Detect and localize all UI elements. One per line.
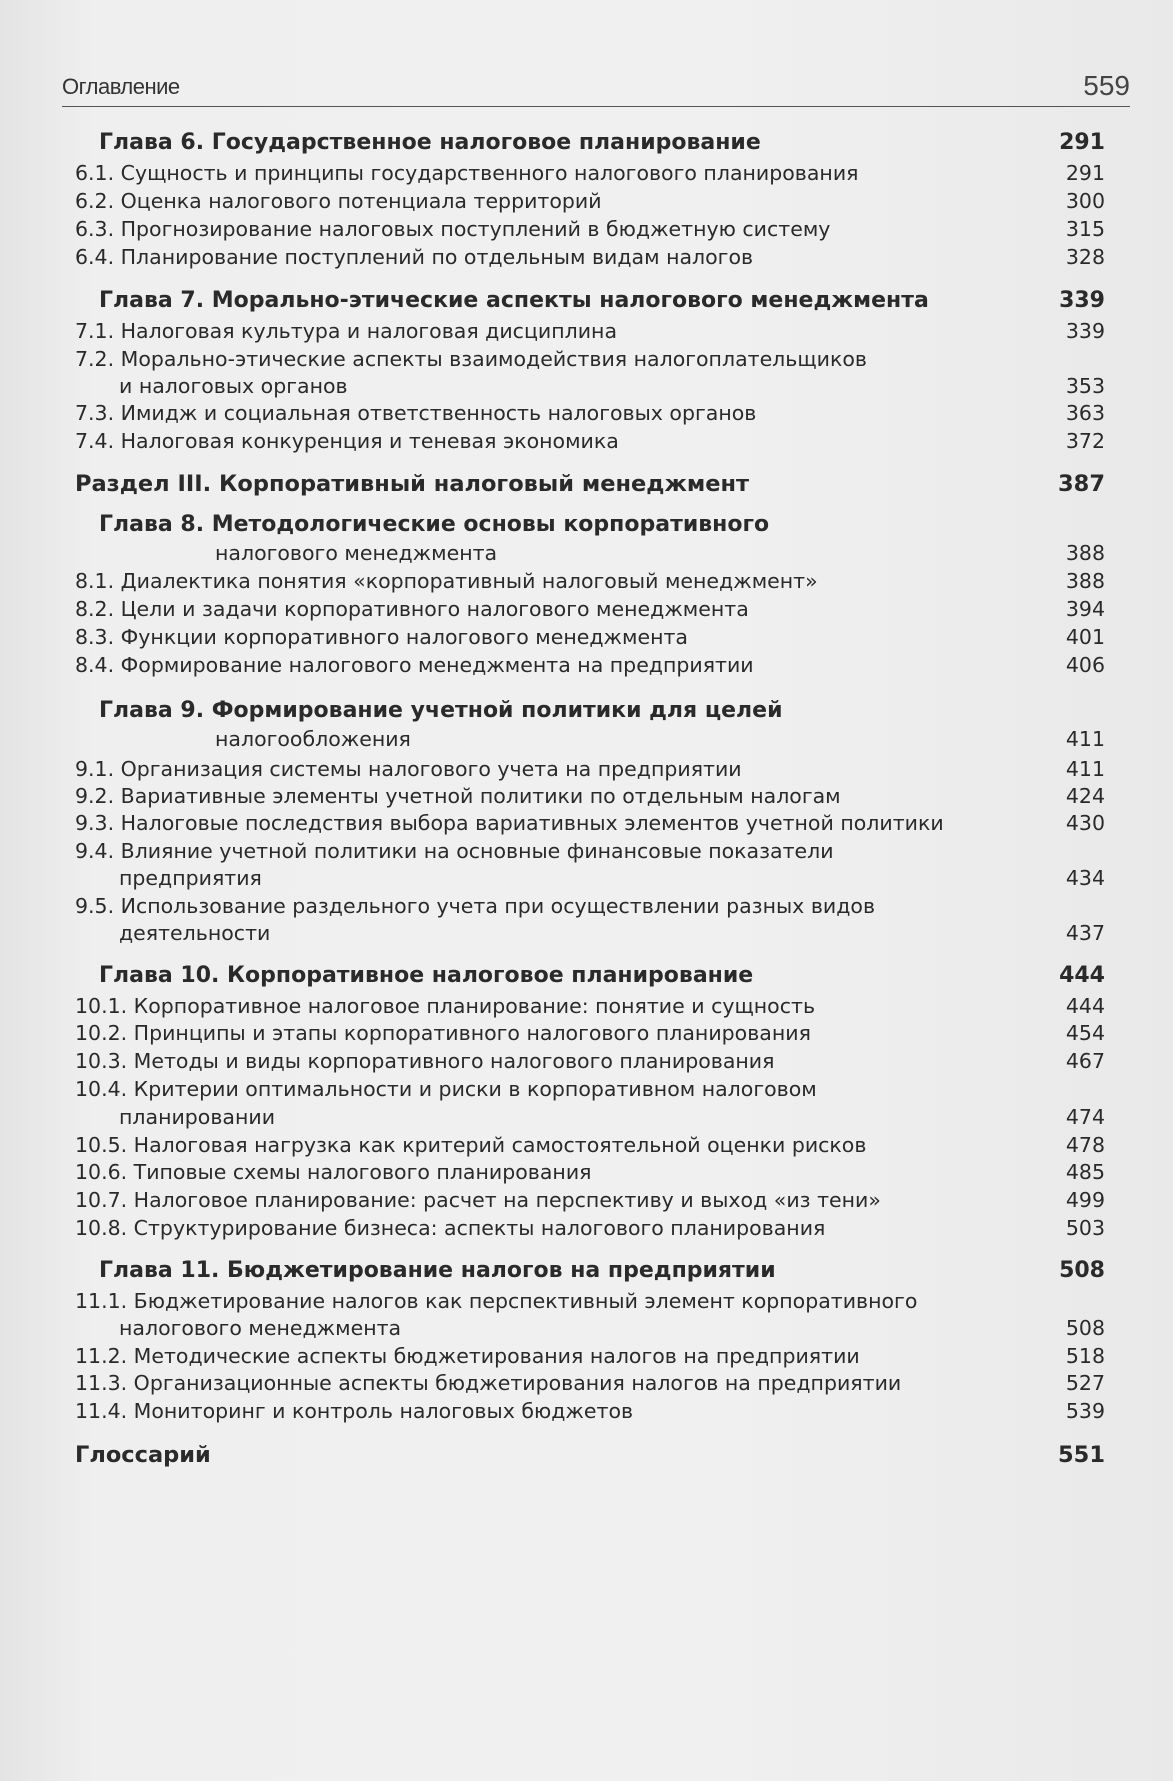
toc-entry-page: 551	[1058, 1442, 1105, 1468]
toc-entry-title: 10.5. Налоговая нагрузка как критерий самостоятельной оценки рисков	[75, 1133, 867, 1157]
toc-entry-title: предприятия	[119, 866, 262, 890]
toc-entry-title: Глоссарий	[75, 1442, 211, 1468]
toc-entry-page: 339	[1065, 319, 1105, 343]
toc-entry-title: и налоговых органов	[119, 374, 348, 398]
toc-entry-title: налогового менеджмента	[119, 1316, 402, 1340]
toc-entry-page: 430	[1065, 811, 1105, 835]
toc-entry-page: 444	[1059, 963, 1105, 988]
toc-entry-title: 7.3. Имидж и социальная ответственность налоговых органов	[75, 401, 757, 425]
toc-entry-title: 10.7. Налоговое планирование: расчет на перспективу и выход «из тени»	[75, 1188, 881, 1212]
toc-entry-page: 339	[1059, 288, 1105, 313]
toc-entry-title: 11.4. Мониторинг и контроль налоговых бюджетов	[75, 1399, 634, 1423]
toc-entry-page: 401	[1065, 625, 1105, 649]
toc-entry-title: 7.1. Налоговая культура и налоговая дисциплина	[75, 319, 618, 343]
toc-entry-page: 406	[1065, 653, 1105, 677]
toc-entry-title: 10.8. Структурирование бизнеса: аспекты налогового планирования	[75, 1216, 826, 1240]
toc-entry-page: 388	[1065, 569, 1105, 593]
toc-entry-title: 9.4. Влияние учетной политики на основные финансовые показатели	[75, 839, 834, 863]
toc-entry-title: 9.2. Вариативные элементы учетной политики по отдельным налогам	[75, 784, 841, 808]
toc-entry-page: 300	[1065, 189, 1105, 213]
toc-entry-page: 434	[1065, 866, 1105, 890]
toc-entry-title: 9.3. Налоговые последствия выбора вариативных элементов учетной политики	[75, 811, 944, 835]
toc-entry-page: 503	[1065, 1216, 1105, 1240]
toc-entry-title: 6.1. Сущность и принципы государственного налогового планирования	[75, 161, 859, 185]
toc-entry-title: 8.3. Функции корпоративного налогового менеджмента	[75, 625, 688, 649]
toc-entry-title: 8.2. Цели и задачи корпоративного налогового менеджмента	[75, 597, 749, 621]
toc-entry-page: 328	[1065, 245, 1105, 269]
toc-entry-title: Глава 7. Морально-этические аспекты налогового менеджмента	[99, 288, 929, 313]
toc-entry-page: 394	[1065, 597, 1105, 621]
toc-entry-page: 291	[1059, 130, 1105, 155]
toc-entry-title: 6.2. Оценка налогового потенциала территорий	[75, 189, 602, 213]
toc-entry-title: 10.2. Принципы и этапы корпоративного налогового планирования	[75, 1021, 811, 1045]
toc-entry-page: 467	[1065, 1049, 1105, 1073]
toc-entry-page: 387	[1058, 471, 1105, 497]
toc-entry-page: 315	[1065, 217, 1105, 241]
toc-entry-page: 372	[1065, 429, 1105, 453]
toc-entry-title: налогового менеджмента	[215, 541, 498, 565]
toc-entry-page: 527	[1065, 1371, 1105, 1395]
toc-entry-title: 10.4. Критерии оптимальности и риски в корпоративном налоговом	[75, 1077, 817, 1101]
toc-entry-title: 10.3. Методы и виды корпоративного налогового планирования	[75, 1049, 775, 1073]
toc-entry-page: 518	[1065, 1344, 1105, 1368]
toc-entry-title: Глава 10. Корпоративное налоговое планирование	[99, 963, 754, 988]
toc-entry-title: 11.1. Бюджетирование налогов как перспективный элемент корпоративного	[75, 1289, 918, 1313]
toc-entry-page: 454	[1065, 1021, 1105, 1045]
toc-entry-title: 6.3. Прогнозирование налоговых поступлений в бюджетную систему	[75, 217, 831, 241]
page-number: 559	[1083, 70, 1130, 101]
running-header-title: Оглавление	[62, 74, 180, 99]
toc-entry-title: 8.4. Формирование налогового менеджмента на предприятии	[75, 653, 754, 677]
toc-entry-page: 411	[1065, 757, 1105, 781]
toc-entry-page: 353	[1065, 374, 1105, 398]
toc-entry-title: Глава 11. Бюджетирование налогов на предприятии	[99, 1258, 776, 1283]
toc-entry-page: 539	[1065, 1399, 1105, 1423]
toc-entry-title: деятельности	[119, 921, 271, 945]
toc-entry-title: 9.1. Организация системы налогового учета на предприятии	[75, 757, 742, 781]
toc-entry-title: Глава 8. Методологические основы корпоративного	[99, 512, 770, 537]
toc-entry-title: 10.6. Типовые схемы налогового планирования	[75, 1160, 592, 1184]
toc-entry-page: 437	[1065, 921, 1105, 945]
toc-entry-title: 11.3. Организационные аспекты бюджетирования налогов на предприятии	[75, 1371, 902, 1395]
toc-entry-title: налогообложения	[215, 727, 411, 751]
running-header	[62, 60, 1130, 107]
toc-entry-title: 8.1. Диалектика понятия «корпоративный налоговый менеджмент»	[75, 569, 818, 593]
toc-entry-title: 7.4. Налоговая конкуренция и теневая экономика	[75, 429, 619, 453]
toc-entry-page: 411	[1065, 727, 1105, 751]
toc-entry-title: Глава 9. Формирование учетной политики для целей	[99, 698, 783, 723]
toc-entry-title: 7.2. Морально-этические аспекты взаимодействия налогоплательщиков	[75, 347, 868, 371]
toc-entry-page: 485	[1065, 1160, 1105, 1184]
toc-entry-page: 499	[1065, 1188, 1105, 1212]
toc-entry-page: 388	[1065, 541, 1105, 565]
toc-entry-page: 474	[1065, 1105, 1105, 1129]
toc-entry-title: планировании	[119, 1105, 276, 1129]
toc-entry-page: 508	[1065, 1316, 1105, 1340]
toc-entry-page: 291	[1065, 161, 1105, 185]
toc-entry-title: 6.4. Планирование поступлений по отдельным видам налогов	[75, 245, 754, 269]
toc-entry-title: 10.1. Корпоративное налоговое планирование: понятие и сущность	[75, 994, 816, 1018]
toc-entry-page: 478	[1065, 1133, 1105, 1157]
toc-entry-page: 508	[1059, 1258, 1105, 1283]
toc-entry-title: 9.5. Использование раздельного учета при осуществлении разных видов	[75, 894, 876, 918]
toc-entry-page: 444	[1065, 994, 1105, 1018]
toc-entry-title: Раздел III. Корпоративный налоговый менеджмент	[75, 471, 750, 497]
toc-entry-title: Глава 6. Государственное налоговое планирование	[99, 130, 761, 155]
toc-entry-title: 11.2. Методические аспекты бюджетирования налогов на предприятии	[75, 1344, 860, 1368]
toc-entry-page: 363	[1065, 401, 1105, 425]
toc-entry-page: 424	[1065, 784, 1105, 808]
